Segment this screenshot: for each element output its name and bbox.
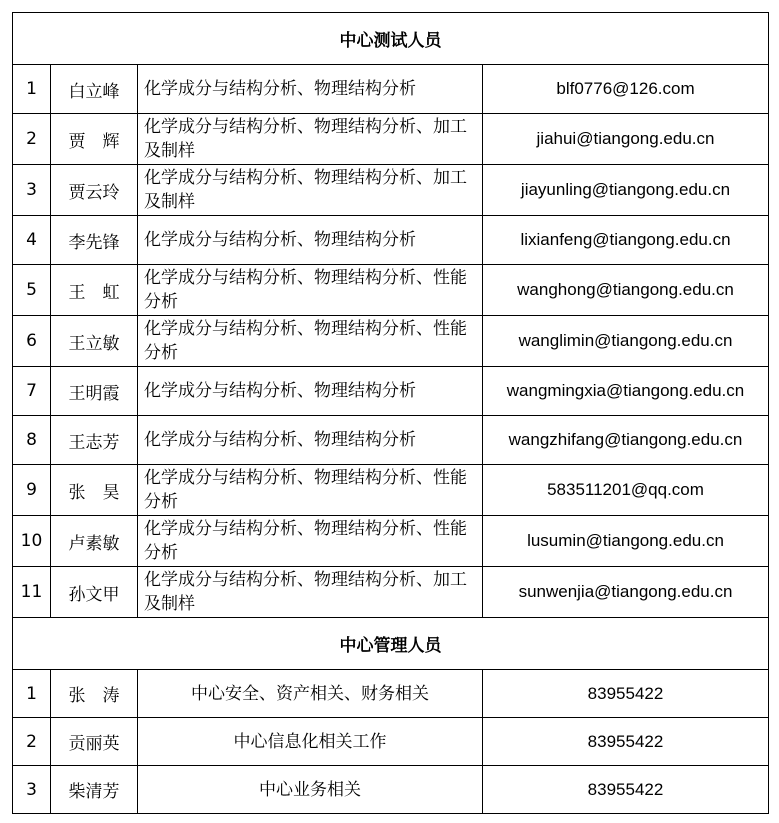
row-number: 10 — [13, 516, 51, 567]
table-row — [13, 216, 769, 265]
staff-name: 王明霞 — [51, 367, 138, 416]
responsibility: 中心信息化相关工作 — [138, 718, 483, 766]
staff-name: 孙文甲 — [51, 567, 138, 618]
row-number: 3 — [13, 165, 51, 216]
responsibility: 化学成分与结构分析、物理结构分析、加工及制样 — [138, 567, 483, 618]
responsibility: 化学成分与结构分析、物理结构分析、加工及制样 — [138, 165, 483, 216]
responsibility: 中心业务相关 — [138, 766, 483, 814]
responsibility: 化学成分与结构分析、物理结构分析、性能分析 — [138, 465, 483, 516]
row-number: 6 — [13, 316, 51, 367]
row-number: 2 — [13, 718, 51, 766]
table-row — [13, 516, 769, 567]
email: lixianfeng@tiangong.edu.cn — [483, 216, 769, 265]
responsibility: 中心安全、资产相关、财务相关 — [138, 670, 483, 718]
email: wanghong@tiangong.edu.cn — [483, 265, 769, 316]
email: jiayunling@tiangong.edu.cn — [483, 165, 769, 216]
staff-name: 卢素敏 — [51, 516, 138, 567]
staff-name: 贾 辉 — [51, 114, 138, 165]
staff-name: 贾云玲 — [51, 165, 138, 216]
table-row — [13, 766, 769, 814]
email: wangzhifang@tiangong.edu.cn — [483, 416, 769, 465]
staff-name: 柴清芳 — [51, 766, 138, 814]
responsibility: 化学成分与结构分析、物理结构分析、加工及制样 — [138, 114, 483, 165]
table-row — [13, 718, 769, 766]
table-row — [13, 416, 769, 465]
row-number: 8 — [13, 416, 51, 465]
email: sunwenjia@tiangong.edu.cn — [483, 567, 769, 618]
email: lusumin@tiangong.edu.cn — [483, 516, 769, 567]
email: 583511201@qq.com — [483, 465, 769, 516]
table-row — [13, 367, 769, 416]
responsibility: 化学成分与结构分析、物理结构分析、性能分析 — [138, 316, 483, 367]
responsibility: 化学成分与结构分析、物理结构分析、性能分析 — [138, 516, 483, 567]
email: wangmingxia@tiangong.edu.cn — [483, 367, 769, 416]
staff-name: 王 虹 — [51, 265, 138, 316]
table-row — [13, 567, 769, 618]
staff-name: 王立敏 — [51, 316, 138, 367]
phone: 83955422 — [483, 670, 769, 718]
table-row — [13, 65, 769, 114]
row-number: 3 — [13, 766, 51, 814]
staff-name: 贡丽英 — [51, 718, 138, 766]
staff-name: 张 昊 — [51, 465, 138, 516]
table-row — [13, 114, 769, 165]
row-number: 5 — [13, 265, 51, 316]
testing-section-header — [13, 13, 769, 65]
responsibility: 化学成分与结构分析、物理结构分析 — [138, 367, 483, 416]
row-number: 7 — [13, 367, 51, 416]
row-number: 9 — [13, 465, 51, 516]
responsibility: 化学成分与结构分析、物理结构分析、性能分析 — [138, 265, 483, 316]
row-number: 11 — [13, 567, 51, 618]
staff-name: 白立峰 — [51, 65, 138, 114]
management-section-title: 中心管理人员 — [13, 618, 769, 670]
row-number: 4 — [13, 216, 51, 265]
responsibility: 化学成分与结构分析、物理结构分析 — [138, 65, 483, 114]
staff-name: 李先锋 — [51, 216, 138, 265]
phone: 83955422 — [483, 766, 769, 814]
table-row — [13, 670, 769, 718]
row-number: 2 — [13, 114, 51, 165]
staff-table — [12, 12, 769, 814]
management-section-header — [13, 618, 769, 670]
staff-name: 王志芳 — [51, 416, 138, 465]
email: jiahui@tiangong.edu.cn — [483, 114, 769, 165]
email: blf0776@126.com — [483, 65, 769, 114]
phone: 83955422 — [483, 718, 769, 766]
email: wanglimin@tiangong.edu.cn — [483, 316, 769, 367]
table-row — [13, 165, 769, 216]
responsibility: 化学成分与结构分析、物理结构分析 — [138, 216, 483, 265]
row-number: 1 — [13, 670, 51, 718]
responsibility: 化学成分与结构分析、物理结构分析 — [138, 416, 483, 465]
table-row — [13, 465, 769, 516]
row-number: 1 — [13, 65, 51, 114]
table-row — [13, 265, 769, 316]
testing-section-title: 中心测试人员 — [13, 13, 769, 65]
staff-name: 张 涛 — [51, 670, 138, 718]
table-row — [13, 316, 769, 367]
